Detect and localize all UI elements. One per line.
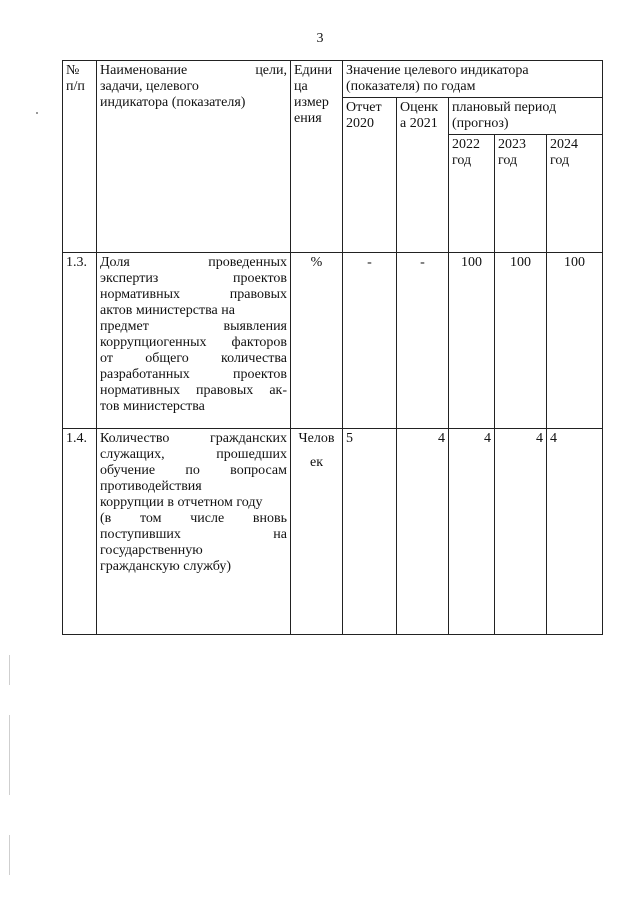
row-name xyxy=(97,429,291,635)
row-year-2022: 100 xyxy=(449,253,495,429)
header-unit-line: ения xyxy=(294,111,322,126)
row-year-2024: 4 xyxy=(547,429,603,635)
row-name-line: экспертиз проектов xyxy=(100,271,287,286)
row-unit-line: Челов xyxy=(298,431,335,446)
header-year-line: год xyxy=(498,153,518,168)
header-value-group xyxy=(343,61,603,98)
row-year-2024: 100 xyxy=(547,253,603,429)
row-name-line: гражданскую службу) xyxy=(100,559,231,574)
header-report-line: 2020 xyxy=(346,116,374,131)
row-report: 5 xyxy=(343,429,397,635)
header-estimate xyxy=(397,98,449,253)
row-year-2023: 100 xyxy=(495,253,547,429)
header-year-line: год xyxy=(550,153,570,168)
row-name-line: (в том числе вновь xyxy=(100,511,287,526)
header-name-line: индикатора (показателя) xyxy=(100,95,246,110)
header-year-2024 xyxy=(547,135,603,253)
header-plan-line: (прогноз) xyxy=(452,116,509,131)
row-unit-line: ек xyxy=(309,455,323,470)
row-name-line: разработанных проектов xyxy=(100,367,287,382)
header-unit-line: измер xyxy=(294,95,329,110)
row-estimate: 4 xyxy=(397,429,449,635)
row-name-line: коррупции в отчетном году xyxy=(100,495,263,510)
header-name-line: Наименование цели, xyxy=(100,63,287,78)
scan-mark xyxy=(9,715,10,795)
scan-dot xyxy=(36,112,38,114)
header-num-line: п/п xyxy=(66,79,85,94)
table-row xyxy=(63,253,603,429)
row-name xyxy=(97,253,291,429)
row-unit xyxy=(291,429,343,635)
row-name-line: служащих, прошедших xyxy=(100,447,287,462)
page-number: 3 xyxy=(316,31,324,46)
header-year-2023 xyxy=(495,135,547,253)
row-name-line: поступивших на xyxy=(100,527,287,542)
row-name-line: обучение по вопросам xyxy=(100,463,287,478)
header-year-line: год xyxy=(452,153,472,168)
header-value-line: Значение целевого индикатора xyxy=(346,63,529,78)
header-year-line: 2022 xyxy=(452,137,480,152)
header-estimate-line: Оценк xyxy=(400,100,439,115)
row-name-line: государственную xyxy=(100,543,203,558)
row-name-line: Количество гражданских xyxy=(100,431,287,446)
row-name-line: от общего количества xyxy=(100,351,287,366)
row-name-line: нормативных правовых ак- xyxy=(100,383,287,398)
row-unit: % xyxy=(291,253,343,429)
row-name-line: Доля проведенных xyxy=(100,255,287,270)
header-report-line: Отчет xyxy=(346,100,382,115)
row-num: 1.4. xyxy=(63,429,97,635)
row-num: 1.3. xyxy=(63,253,97,429)
header-name xyxy=(97,61,291,253)
header-value-line: (показателя) по годам xyxy=(346,79,476,94)
header-unit xyxy=(291,61,343,253)
header-num xyxy=(63,61,97,253)
row-year-2022: 4 xyxy=(449,429,495,635)
header-year-line: 2023 xyxy=(498,137,526,152)
row-report: - xyxy=(343,253,397,429)
row-name-line: тов министерства xyxy=(100,399,205,414)
header-name-line: задачи, целевого xyxy=(100,79,199,94)
row-name-line: предмет выявления xyxy=(100,319,287,334)
row-name-line: противодействия xyxy=(100,479,202,494)
row-name-line: актов министерства на xyxy=(100,303,235,318)
header-estimate-line: а 2021 xyxy=(400,116,438,131)
row-year-2023: 4 xyxy=(495,429,547,635)
header-year-line: 2024 xyxy=(550,137,578,152)
scan-mark xyxy=(9,655,10,685)
table-row xyxy=(63,429,603,635)
header-unit-line: Едини xyxy=(294,63,333,78)
header-unit-line: ца xyxy=(294,79,308,94)
header-plan-period xyxy=(449,98,603,135)
header-year-2022 xyxy=(449,135,495,253)
row-name-line: коррупциогенных факторов xyxy=(100,335,287,350)
indicator-table xyxy=(62,60,603,635)
row-name-line: нормативных правовых xyxy=(100,287,287,302)
header-report xyxy=(343,98,397,253)
header-num-line: № xyxy=(66,63,80,78)
row-estimate: - xyxy=(397,253,449,429)
scan-mark xyxy=(9,835,10,875)
header-plan-line: плановый период xyxy=(452,100,557,115)
